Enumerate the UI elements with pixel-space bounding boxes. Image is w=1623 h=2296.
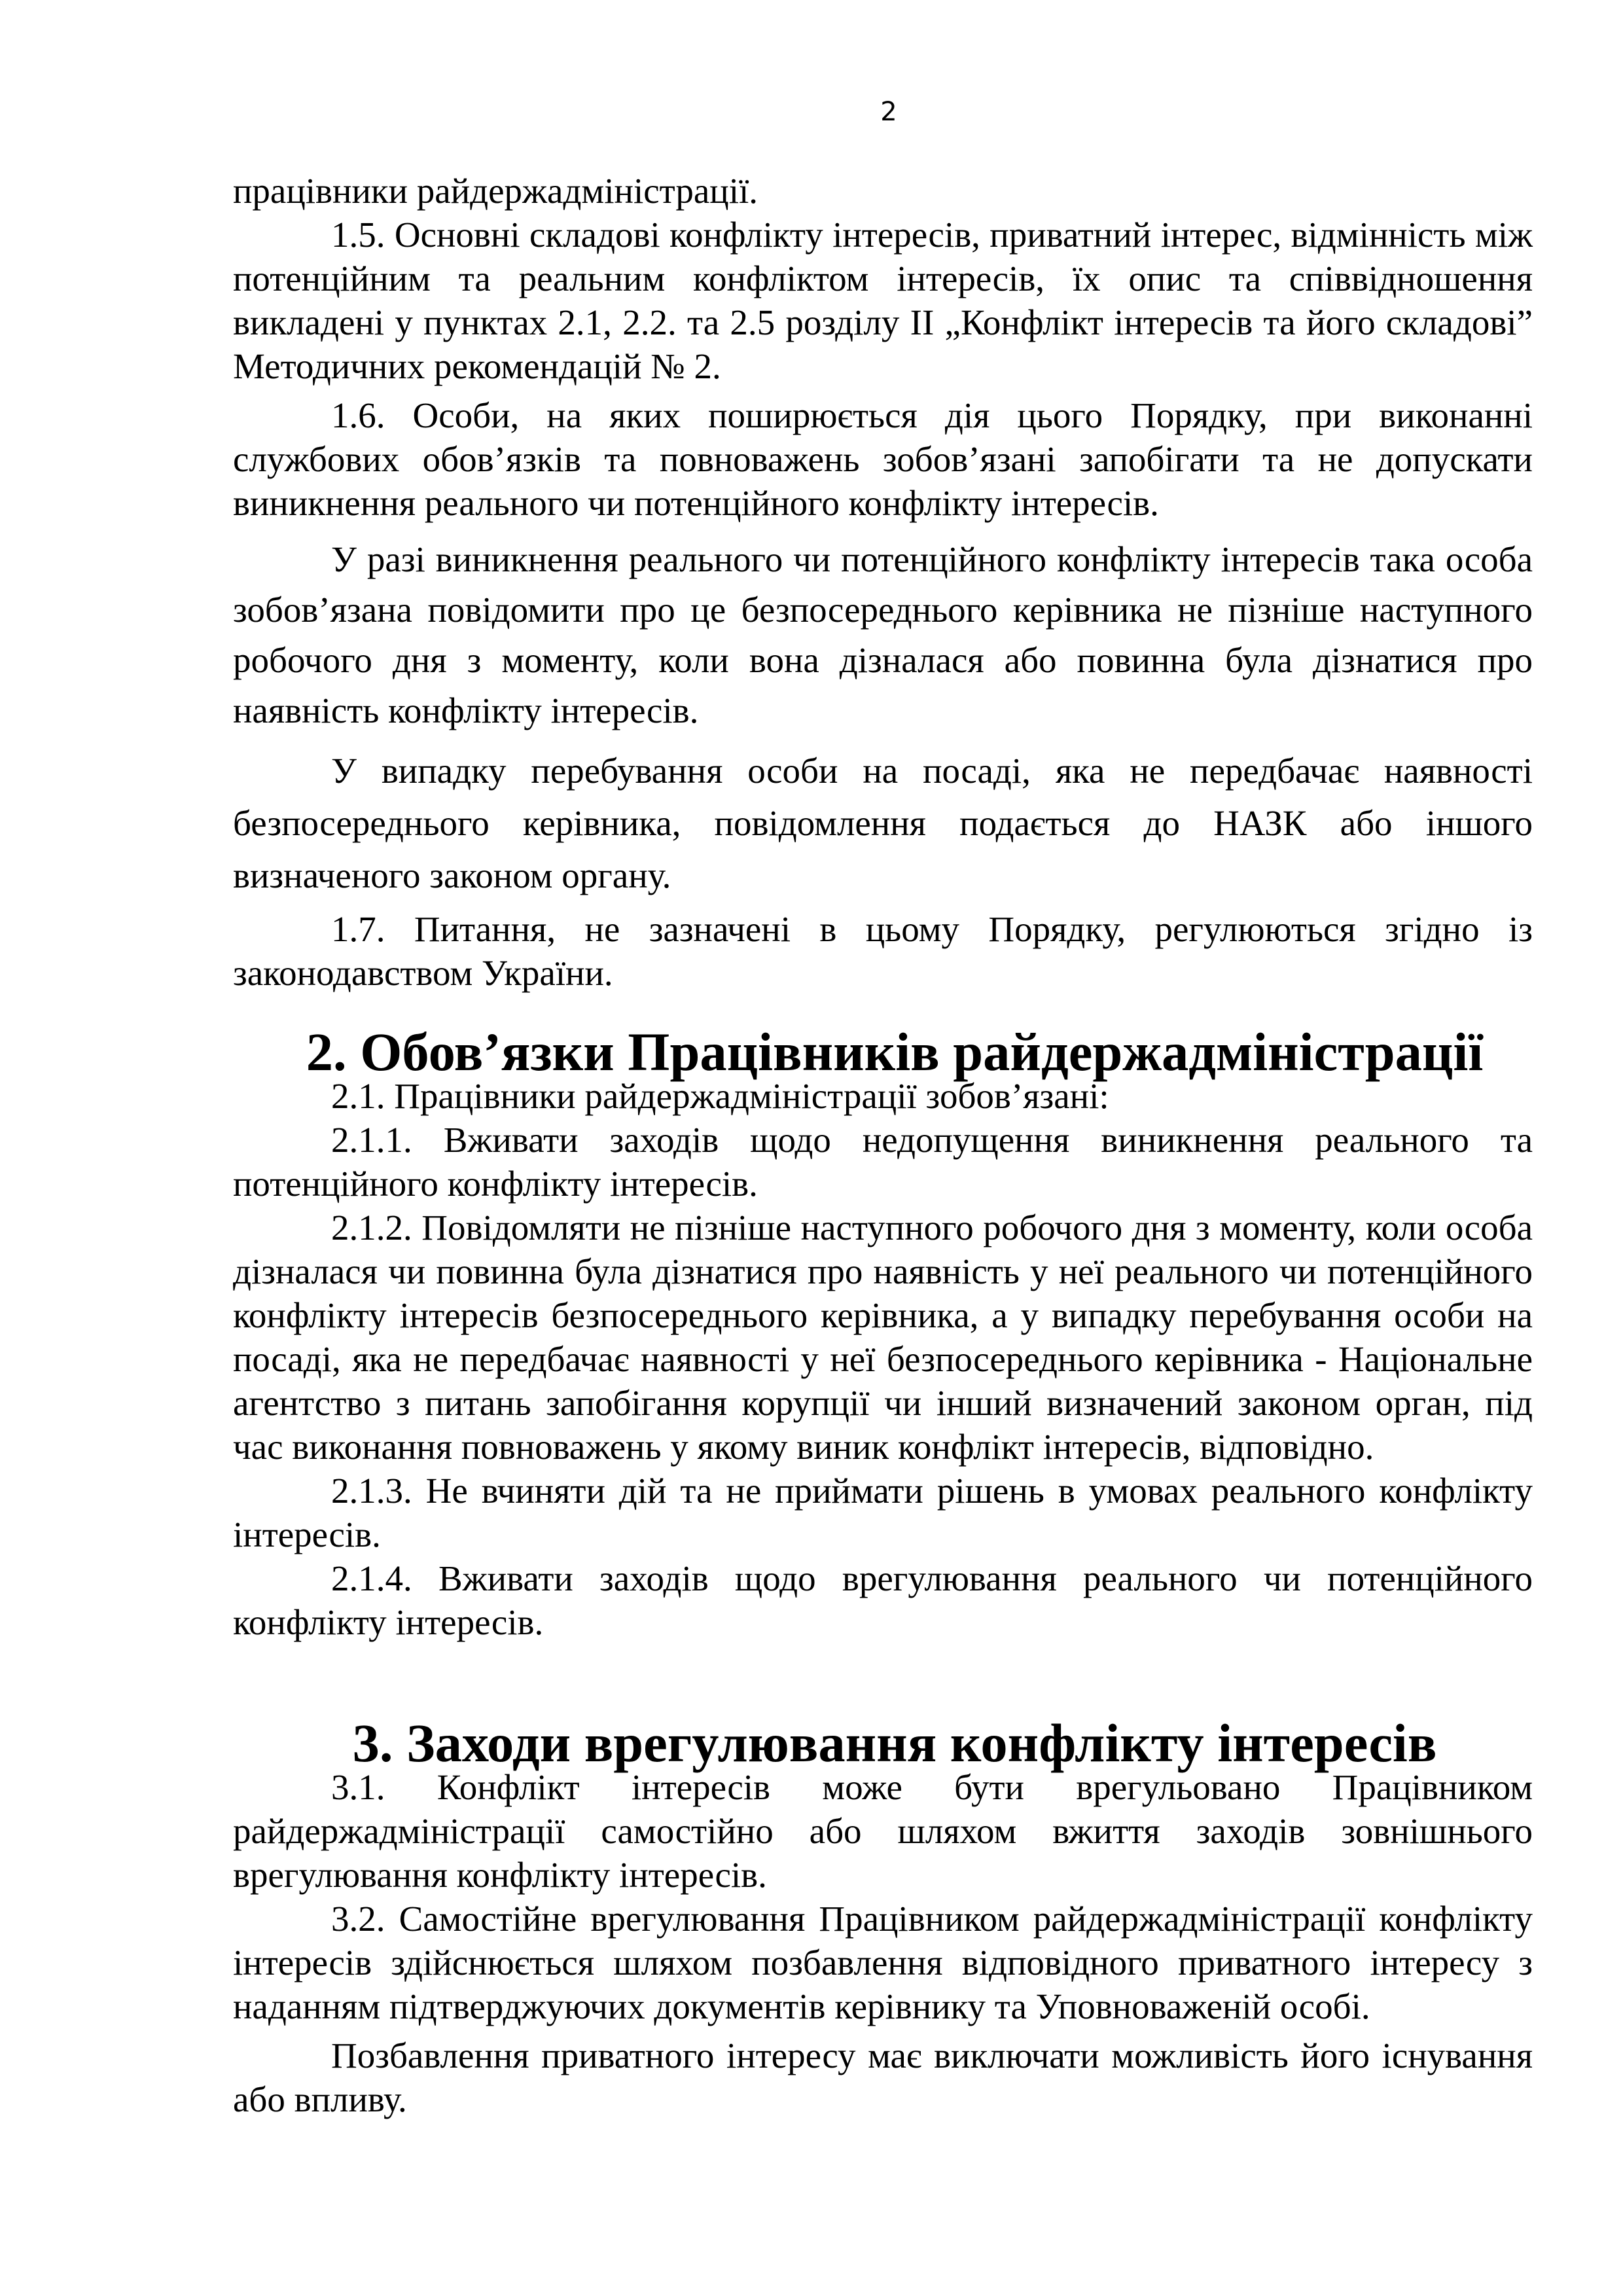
paragraph-1-6: 1.6. Особи, на яких поширюється дія цього Порядку, при виконанні службових обов’язків та повноважень зобов’язані запобігати та не допускати виникнення реального чи потенційного конфлікту інтересів. <box>233 395 1533 523</box>
paragraph-2-1-3: 2.1.3. Не вчиняти дій та не приймати рішень в умовах реального конфлікту інтересів. <box>233 1471 1533 1554</box>
paragraph-2-1-1: 2.1.1. Вживати заходів щодо недопущення виникнення реального та потенційного конфлікту інтересів. <box>233 1120 1533 1204</box>
paragraph-1-6-notify: У разі виникнення реального чи потенційного конфлікту інтересів така особа зобов’язана повідомити про це безпосереднього керівника не пізніше наступного робочого дня з моменту, коли вона дізналася або повинна була дізнатися про наявність конфлікту інтересів. <box>233 539 1533 730</box>
section-3-heading: 3. Заходи врегулювання конфлікту інтересів <box>352 1713 1437 1773</box>
paragraph-3-1: 3.1. Конфлікт інтересів може бути врегульовано Працівником райдержадміністрації самостійно або шляхом вжиття заходів зовнішнього врегулювання конфлікту інтересів. <box>233 1767 1533 1895</box>
paragraph-1-6-no-supervisor: У випадку перебування особи на посаді, яка не передбачає наявності безпосереднього керівника, повідомлення подається до НАЗК або іншого визначеного законом органу. <box>233 751 1533 895</box>
paragraph-1-5: 1.5. Основні складові конфлікту інтересів, приватний інтерес, відмінність між потенційним та реальним конфліктом інтересів, їх опис та співвідношення викладені у пунктах 2.1, 2.2. та 2.5 розділу ІІ „Конфлікт інтересів та його складові” Методичних рекомендацій № 2. <box>233 215 1533 386</box>
paragraph-continuation: працівники райдержадміністрації. <box>233 171 758 211</box>
page-number: 2 <box>880 97 897 127</box>
paragraph-2-1: 2.1. Працівники райдержадміністрації зобов’язані: <box>331 1076 1109 1116</box>
paragraph-2-1-4: 2.1.4. Вживати заходів щодо врегулювання реального чи потенційного конфлікту інтересів. <box>233 1558 1533 1642</box>
paragraph-3-2: 3.2. Самостійне врегулювання Працівником райдержадміністрації конфлікту інтересів здійснюється шляхом позбавлення відповідного приватного інтересу з наданням підтверджуючих документів керівнику та Уповноваженій особі. <box>233 1899 1533 2026</box>
paragraph-2-1-2: 2.1.2. Повідомляти не пізніше наступного робочого дня з моменту, коли особа дізналася чи повинна була дізнатися про наявність у неї реального чи потенційного конфлікту інтересів безпосереднього керівника, а у випадку перебування особи на посаді, яка не передбачає наявності у неї безпосереднього керівника - Національне агентство з питань запобігання корупції чи інший визначений законом орган, під час виконання повноважень у якому виник конфлікт інтересів, відповідно. <box>233 1208 1533 1467</box>
section-2-heading: 2. Обов’язки Працівників райдержадміністрації <box>306 1022 1484 1082</box>
paragraph-1-7: 1.7. Питання, не зазначені в цьому Порядку, регулюються згідно із законодавством України. <box>233 909 1533 993</box>
paragraph-3-2-deprivation: Позбавлення приватного інтересу має виключати можливість його існування або впливу. <box>233 2036 1533 2119</box>
document-body <box>233 169 1533 2121</box>
